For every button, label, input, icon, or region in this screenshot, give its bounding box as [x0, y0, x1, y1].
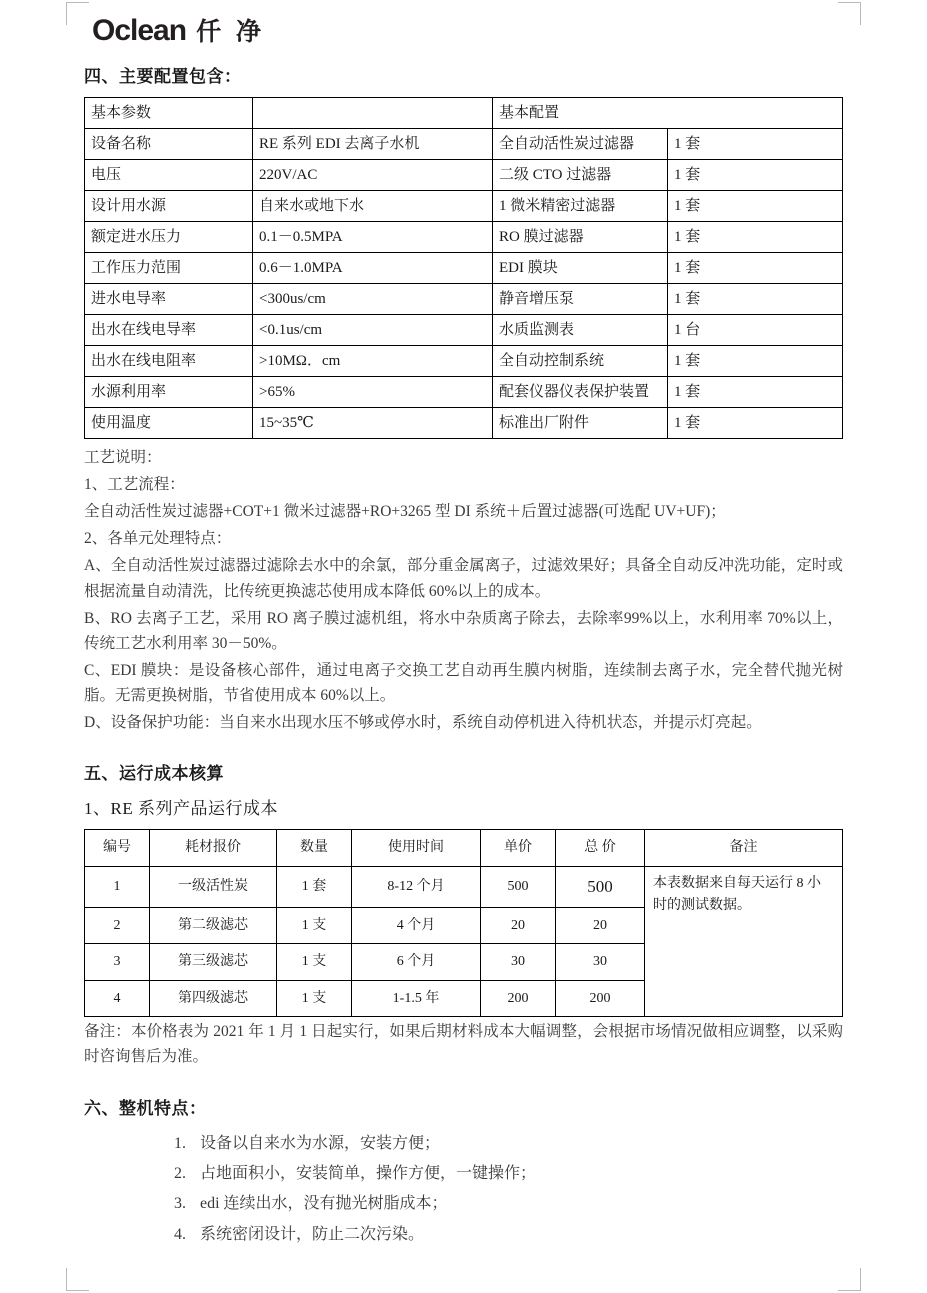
cell-total: 200 [556, 980, 645, 1017]
list-item: 3. edi 连续出水，没有抛光树脂成本； [190, 1189, 843, 1219]
param-name: 使用温度 [85, 408, 253, 439]
brand-logo [84, 8, 843, 52]
cell-remark: 本表数据来自每天运行 8 小时的测试数据。 [645, 866, 843, 1017]
param-name: 出水在线电阻率 [85, 346, 253, 377]
config-name: RO 膜过滤器 [493, 222, 668, 253]
param-value: >10MΩ．cm [253, 346, 493, 377]
header-price: 单价 [481, 830, 556, 867]
table-row [85, 222, 843, 253]
config-qty: 1 台 [668, 315, 843, 346]
list-item: 1. 设备以自来水为水源，安装方便； [190, 1129, 843, 1159]
cost-table [84, 829, 843, 1017]
cost-footnote: 备注：本价格表为 2021 年 1 月 1 日起实行，如果后期材料成本大幅调整，会根据市场情况做相应调整，以采购时咨询售后为准。 [84, 1023, 843, 1066]
features-list [84, 1129, 843, 1251]
crop-mark-top-left [66, 2, 89, 25]
config-qty: 1 套 [668, 408, 843, 439]
cell-total: 30 [556, 944, 645, 981]
process-note-line: D、设备保护功能：当自来水出现水压不够或停水时，系统自动停机进入待机状态，并提示灯亮起。 [84, 714, 762, 732]
param-value: 220V/AC [253, 160, 493, 191]
param-value: <0.1us/cm [253, 315, 493, 346]
cell-time: 1-1.5 年 [352, 980, 481, 1017]
param-name: 设计用水源 [85, 191, 253, 222]
header-time: 使用时间 [352, 830, 481, 867]
config-name: 1 微米精密过滤器 [493, 191, 668, 222]
param-value: RE 系列 EDI 去离子水机 [253, 129, 493, 160]
param-value: 15~35℃ [253, 408, 493, 439]
process-note-line: 2、各单元处理特点： [84, 530, 232, 548]
table-row [85, 315, 843, 346]
process-note-line: 工艺说明： [84, 449, 162, 466]
process-notes [84, 445, 843, 735]
cell-total: 500 [556, 866, 645, 907]
process-note-line: C、EDI 膜块：是设备核心部件，通过电离子交换工艺自动再生膜内树脂，连续制去离子水，完全替代抛光树脂。无需更换树脂，节省使用成本 60%以上。 [84, 661, 843, 704]
brand-wordmark [92, 14, 186, 48]
param-name: 出水在线电导率 [85, 315, 253, 346]
crop-mark-top-right [838, 2, 861, 25]
cell-time: 8-12 个月 [352, 866, 481, 907]
subsection-title-re-cost: 1、RE 系列产品运行成本 [84, 799, 278, 819]
table-row [85, 284, 843, 315]
process-note-line: A、全自动活性炭过滤器过滤除去水中的余氯，部分重金属离子，过滤效果好；具备全自动反冲洗功能，定时或根据流量自动清洗，比传统更换滤芯使用成本降低 60%以上的成本。 [84, 557, 843, 600]
param-value: <300us/cm [253, 284, 493, 315]
config-name: 水质监测表 [493, 315, 668, 346]
config-name: 全自动活性炭过滤器 [493, 129, 668, 160]
configuration-table [84, 97, 843, 439]
config-qty: 1 套 [668, 129, 843, 160]
param-name: 电压 [85, 160, 253, 191]
param-name: 水源利用率 [85, 377, 253, 408]
list-item: 4. 系统密闭设计，防止二次污染。 [190, 1220, 843, 1250]
header-qty: 数量 [277, 830, 352, 867]
cell-no: 4 [85, 980, 150, 1017]
param-name: 额定进水压力 [85, 222, 253, 253]
config-qty: 1 套 [668, 377, 843, 408]
param-name: 进水电导率 [85, 284, 253, 315]
config-name: 静音增压泵 [493, 284, 668, 315]
list-item: 2. 占地面积小，安装简单，操作方便，一键操作； [190, 1159, 843, 1189]
param-name: 工作压力范围 [85, 253, 253, 284]
cell-price: 500 [481, 866, 556, 907]
config-qty: 1 套 [668, 222, 843, 253]
cell-qty: 1 支 [277, 980, 352, 1017]
brand-wordmark-text: Oclean [92, 14, 187, 47]
cell-price: 20 [481, 907, 556, 944]
cell-item: 第三级滤芯 [150, 944, 277, 981]
cell-time: 6 个月 [352, 944, 481, 981]
config-qty: 1 套 [668, 160, 843, 191]
config-qty: 1 套 [668, 284, 843, 315]
header-no: 编号 [85, 830, 150, 867]
crop-mark-bottom-left [66, 1268, 89, 1291]
header-item: 耗材报价 [150, 830, 277, 867]
table-row [85, 377, 843, 408]
cell-qty: 1 支 [277, 944, 352, 981]
table-row [85, 408, 843, 439]
header-basic-config: 基本配置 [493, 98, 843, 129]
param-value: >65% [253, 377, 493, 408]
config-name: 标准出厂附件 [493, 408, 668, 439]
config-name: EDI 膜块 [493, 253, 668, 284]
cell-item: 一级活性炭 [150, 866, 277, 907]
process-note-line: 全自动活性炭过滤器+COT+1 微米过滤器+RO+3265 型 DI 系统＋后置过滤器(可选配 UV+UF)； [84, 503, 726, 521]
table-header-row [85, 830, 843, 867]
header-total: 总 价 [556, 830, 645, 867]
config-qty: 1 套 [668, 253, 843, 284]
cell-qty: 1 支 [277, 907, 352, 944]
crop-mark-bottom-right [838, 1268, 861, 1291]
section-title-cost: 五、运行成本核算 [84, 764, 224, 784]
cell-item: 第四级滤芯 [150, 980, 277, 1017]
header-basic-parameter: 基本参数 [85, 98, 253, 129]
config-name: 二级 CTO 过滤器 [493, 160, 668, 191]
param-value: 自来水或地下水 [253, 191, 493, 222]
section-title-features: 六、整机特点： [84, 1098, 207, 1118]
cell-item: 第二级滤芯 [150, 907, 277, 944]
table-row [85, 160, 843, 191]
table-header-row [85, 98, 843, 129]
brand-chinese-name: 仟 净 [196, 18, 266, 46]
cell-time: 4 个月 [352, 907, 481, 944]
table-row [85, 253, 843, 284]
config-qty: 1 套 [668, 346, 843, 377]
process-note-line: 1、工艺流程： [84, 476, 185, 494]
param-value: 0.6－1.0MPA [253, 253, 493, 284]
config-name: 全自动控制系统 [493, 346, 668, 377]
cell-price: 200 [481, 980, 556, 1017]
param-name: 设备名称 [85, 129, 253, 160]
table-row [85, 866, 843, 907]
process-note-line: B、RO 去离子工艺，采用 RO 离子膜过滤机组，将水中杂质离子除去，去除率99%以上，水利用率 70%以上，传统工艺水利用率 30－50%。 [84, 609, 843, 652]
cell-qty: 1 套 [277, 866, 352, 907]
header-basic-parameter-spacer [253, 98, 493, 129]
cell-price: 30 [481, 944, 556, 981]
table-row [85, 129, 843, 160]
param-value: 0.1－0.5MPA [253, 222, 493, 253]
cell-no: 2 [85, 907, 150, 944]
table-row [85, 346, 843, 377]
config-name: 配套仪器仪表保护装置 [493, 377, 668, 408]
cell-no: 3 [85, 944, 150, 981]
config-qty: 1 套 [668, 191, 843, 222]
header-remark: 备注 [645, 830, 843, 867]
table-row [85, 191, 843, 222]
cell-total: 20 [556, 907, 645, 944]
cell-no: 1 [85, 866, 150, 907]
section-title-config: 四、主要配置包含： [84, 67, 242, 86]
